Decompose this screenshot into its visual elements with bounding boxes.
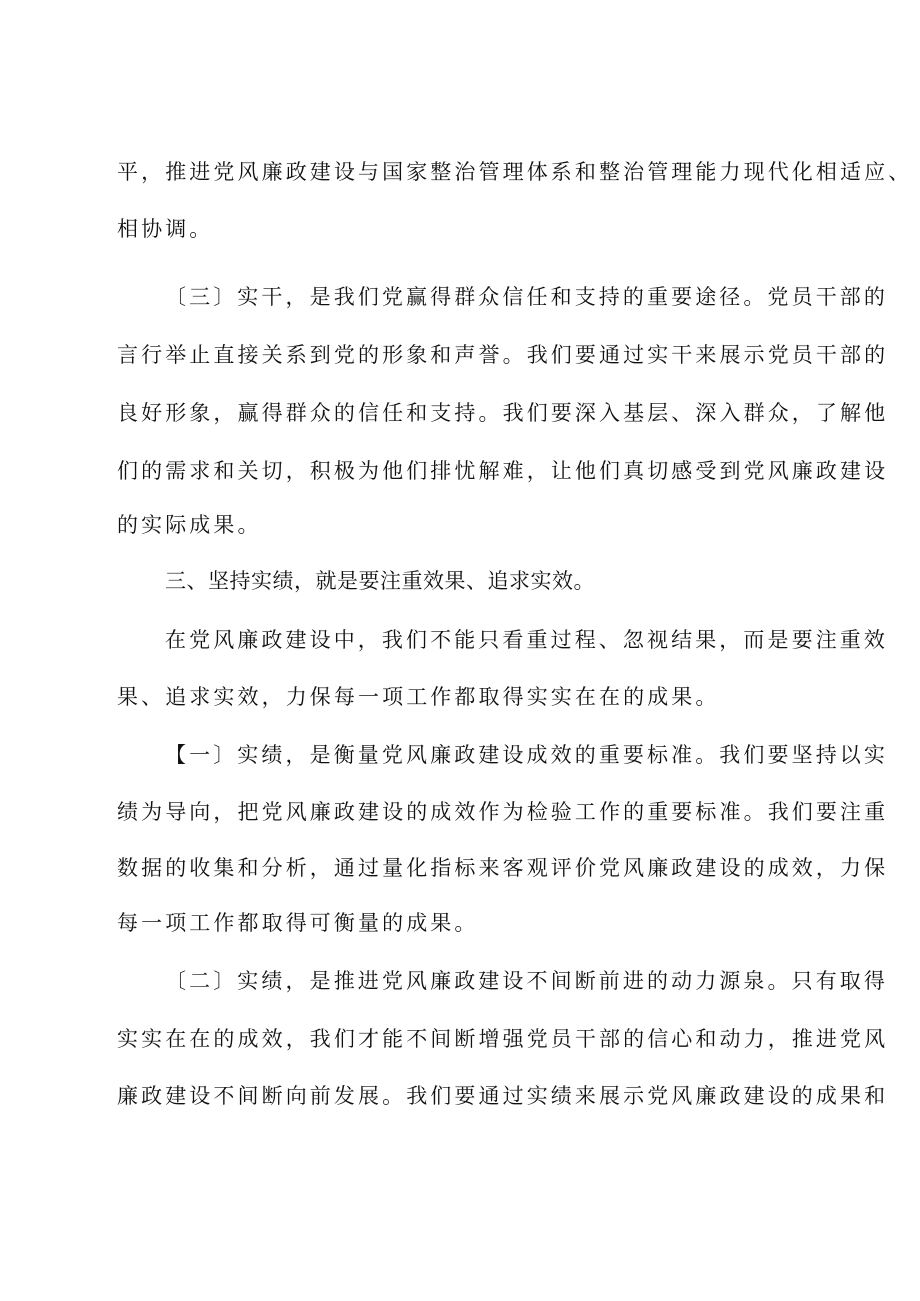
paragraph-line: 在党风廉政建设中，我们不能只看重过程、忽视结果，而是要注重效 (165, 628, 888, 652)
paragraph-line: 〔三〕实干，是我们党赢得群众信任和支持的重要途径。党员干部的 (165, 285, 888, 309)
paragraph-line: 们的需求和关切，积极为他们排忧解难，让他们真切感受到党风廉政建设 (117, 459, 889, 483)
paragraph-line: 实实在在的成效，我们才能不间断增强党员干部的信心和动力，推进党风 (117, 1027, 889, 1051)
paragraph-line: 绩为导向，把党风廉政建设的成效作为检验工作的重要标准。我们要注重 (117, 800, 889, 824)
paragraph-line: 数据的收集和分析，通过量化指标来客观评价党风廉政建设的成效，力保 (117, 856, 889, 880)
paragraph-line: 的实际成果。 (117, 513, 262, 537)
paragraph-line: 〔二〕实绩，是推进党风廉政建设不间断前进的动力源泉。只有取得 (165, 969, 888, 993)
paragraph-line: 言行举止直接关系到党的形象和声誉。我们要通过实干来展示党员干部的 (117, 343, 889, 367)
paragraph-line: 果、追求实效，力保每一项工作都取得实实在在的成果。 (117, 685, 720, 709)
paragraph-line: 【一〕实绩，是衡量党风廉政建设成效的重要标准。我们要坚持以实 (165, 743, 888, 767)
paragraph-line: 良好形象，赢得群众的信任和支持。我们要深入基层、深入群众，了解他 (117, 401, 889, 425)
paragraph-line: 廉政建设不间断向前发展。我们要通过实绩来展示党风廉政建设的成果和 (117, 1084, 889, 1108)
section-heading: 三、坚持实绩，就是要注重效果、追求实效。 (165, 569, 595, 593)
paragraph-line: 平，推进党风廉政建设与国家整治管理体系和整治管理能力现代化相适应、 (117, 160, 913, 184)
paragraph-line: 每一项工作都取得可衡量的成果。 (117, 911, 479, 935)
paragraph-line: 相协调。 (117, 217, 214, 241)
